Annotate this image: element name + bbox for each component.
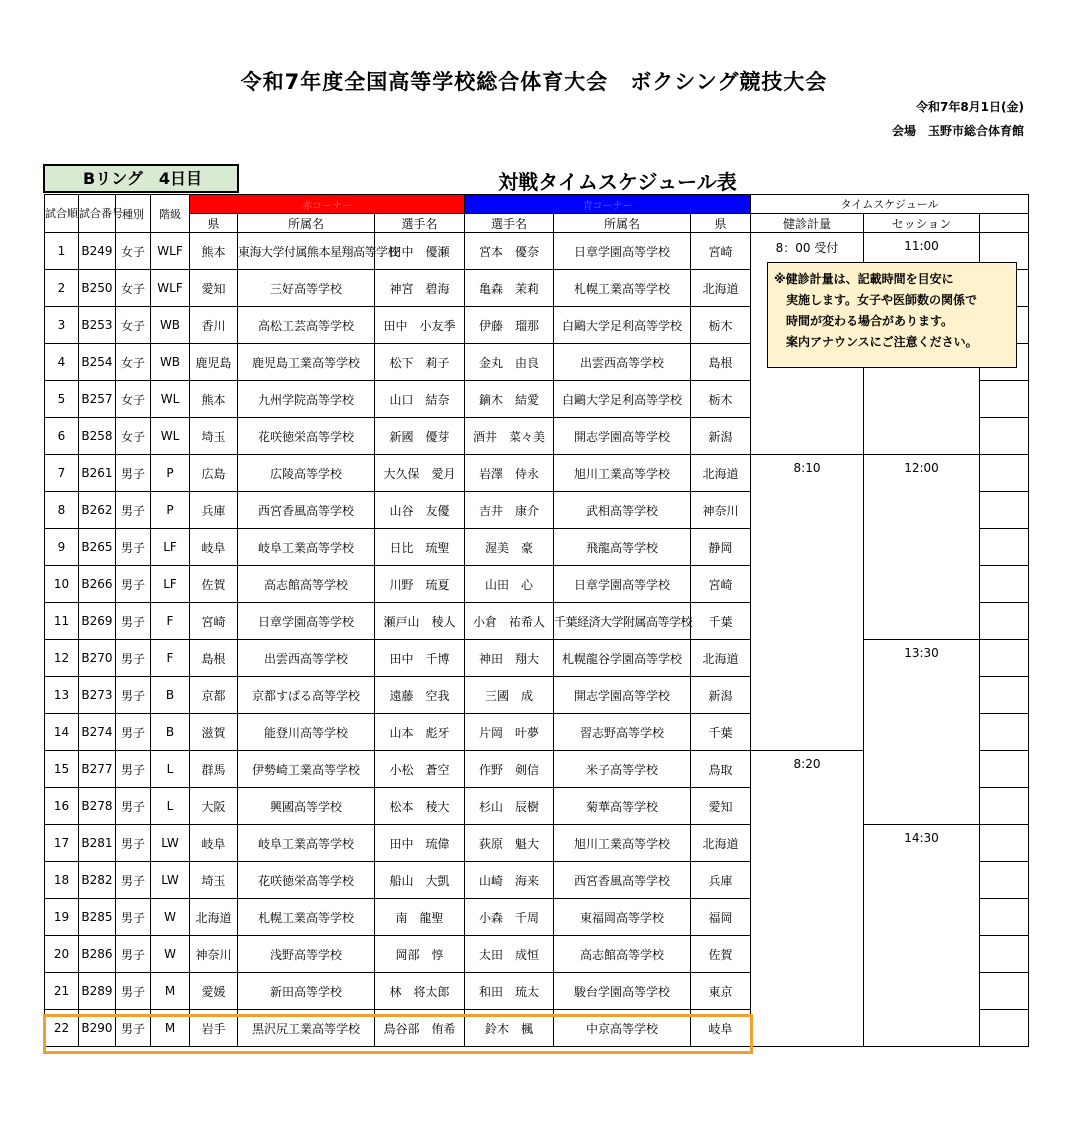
weight-class-cell: WLF xyxy=(151,270,190,307)
red-athlete-cell: 田中 小友季 xyxy=(375,307,465,344)
weight-class-cell: L xyxy=(151,788,190,825)
weight-class-cell: B xyxy=(151,677,190,714)
red-affiliation-cell: 札幌工業高等学校 xyxy=(238,899,375,936)
category-cell: 女子 xyxy=(116,270,151,307)
match-order-cell: 6 xyxy=(45,418,79,455)
red-prefecture-cell: 兵庫 xyxy=(190,492,238,529)
blue-athlete-cell: 伊藤 瑠那 xyxy=(465,307,554,344)
blank-cell xyxy=(980,455,1029,492)
match-number-cell: B262 xyxy=(79,492,116,529)
match-order-cell: 14 xyxy=(45,714,79,751)
match-number-cell: B290 xyxy=(79,1010,116,1047)
blue-affiliation-cell: 西宮香風高等学校 xyxy=(554,862,691,899)
blue-affiliation-cell: 武相高等学校 xyxy=(554,492,691,529)
red-prefecture-cell: 群馬 xyxy=(190,751,238,788)
blank-cell xyxy=(980,492,1029,529)
match-number-cell: B257 xyxy=(79,381,116,418)
session-time-cell: 14:30 xyxy=(864,825,980,1047)
blue-prefecture-cell: 新潟 xyxy=(691,418,751,455)
match-number-cell: B286 xyxy=(79,936,116,973)
red-prefecture-cell: 愛媛 xyxy=(190,973,238,1010)
blank-cell xyxy=(980,862,1029,899)
schedule-title: 対戦タイムスケジュール表 xyxy=(498,170,737,194)
blue-athlete-cell: 片岡 叶夢 xyxy=(465,714,554,751)
blank-cell xyxy=(980,825,1029,862)
blue-affiliation-cell: 菊華高等学校 xyxy=(554,788,691,825)
session-time-cell: 11:00 xyxy=(864,233,980,455)
note-line: 時間が変わる場合があります。 xyxy=(774,314,954,328)
session-time-cell: 12:00 xyxy=(864,455,980,640)
red-prefecture-cell: 京都 xyxy=(190,677,238,714)
red-affiliation-cell: 西宮香風高等学校 xyxy=(238,492,375,529)
weight-class-cell: P xyxy=(151,492,190,529)
red-affiliation-cell: 鹿児島工業高等学校 xyxy=(238,344,375,381)
blue-affiliation-cell: 高志館高等学校 xyxy=(554,936,691,973)
red-athlete-cell: 山本 彪牙 xyxy=(375,714,465,751)
blue-athlete-cell: 酒井 菜々美 xyxy=(465,418,554,455)
blue-prefecture-cell: 福岡 xyxy=(691,899,751,936)
match-number-cell: B249 xyxy=(79,233,116,270)
red-prefecture-cell: 神奈川 xyxy=(190,936,238,973)
category-cell: 男子 xyxy=(116,492,151,529)
red-affiliation-cell: 浅野高等学校 xyxy=(238,936,375,973)
blue-affiliation-cell: 札幌工業高等学校 xyxy=(554,270,691,307)
blue-prefecture-cell: 兵庫 xyxy=(691,862,751,899)
blue-prefecture-cell: 北海道 xyxy=(691,455,751,492)
red-affiliation-cell: 伊勢崎工業高等学校 xyxy=(238,751,375,788)
blue-athlete-cell: 山田 心 xyxy=(465,566,554,603)
category-cell: 女子 xyxy=(116,381,151,418)
blue-prefecture-cell: 神奈川 xyxy=(691,492,751,529)
match-number-cell: B281 xyxy=(79,825,116,862)
red-athlete-cell: 新國 優芽 xyxy=(375,418,465,455)
weight-class-cell: LW xyxy=(151,825,190,862)
blue-prefecture-cell: 千葉 xyxy=(691,714,751,751)
blue-athlete-cell: 宮本 優奈 xyxy=(465,233,554,270)
blue-prefecture-cell: 静岡 xyxy=(691,529,751,566)
blank-cell xyxy=(980,714,1029,751)
red-athlete-cell: 大久保 愛月 xyxy=(375,455,465,492)
category-cell: 男子 xyxy=(116,714,151,751)
weight-class-cell: LF xyxy=(151,529,190,566)
blue-athlete-cell: 和田 琉太 xyxy=(465,973,554,1010)
blue-prefecture-cell: 島根 xyxy=(691,344,751,381)
blue-athlete-cell: 小倉 祐希人 xyxy=(465,603,554,640)
red-prefecture-cell: 広島 xyxy=(190,455,238,492)
red-athlete-cell: 松下 莉子 xyxy=(375,344,465,381)
red-affiliation-cell: 花咲徳栄高等学校 xyxy=(238,418,375,455)
blue-prefecture-cell: 千葉 xyxy=(691,603,751,640)
weight-class-cell: WB xyxy=(151,344,190,381)
category-cell: 男子 xyxy=(116,788,151,825)
match-number-cell: B277 xyxy=(79,751,116,788)
header-red-prefecture: 県 xyxy=(190,214,238,233)
event-date: 令和7年8月1日(金) xyxy=(915,100,1024,114)
blue-athlete-cell: 三國 成 xyxy=(465,677,554,714)
category-cell: 男子 xyxy=(116,529,151,566)
blue-affiliation-cell: 旭川工業高等学校 xyxy=(554,455,691,492)
red-affiliation-cell: 新田高等学校 xyxy=(238,973,375,1010)
red-prefecture-cell: 岐阜 xyxy=(190,529,238,566)
category-cell: 男子 xyxy=(116,899,151,936)
blue-athlete-cell: 作野 剣信 xyxy=(465,751,554,788)
red-athlete-cell: 田中 優瀬 xyxy=(375,233,465,270)
blue-athlete-cell: 神田 翔大 xyxy=(465,640,554,677)
weight-class-cell: B xyxy=(151,714,190,751)
red-athlete-cell: 瀬戸山 稜人 xyxy=(375,603,465,640)
table-row xyxy=(45,640,1029,677)
table-row xyxy=(45,825,1029,862)
note-line: 実施します。女子や医師数の関係で xyxy=(774,293,978,307)
blue-affiliation-cell: 札幌龍谷学園高等学校 xyxy=(554,640,691,677)
weight-class-cell: LW xyxy=(151,862,190,899)
red-athlete-cell: 松本 稜大 xyxy=(375,788,465,825)
blue-affiliation-cell: 習志野高等学校 xyxy=(554,714,691,751)
blank-cell xyxy=(980,788,1029,825)
match-number-cell: B289 xyxy=(79,973,116,1010)
blue-affiliation-cell: 出雲西高等学校 xyxy=(554,344,691,381)
match-order-cell: 16 xyxy=(45,788,79,825)
weight-class-cell: W xyxy=(151,936,190,973)
category-cell: 男子 xyxy=(116,936,151,973)
red-affiliation-cell: 高松工芸高等学校 xyxy=(238,307,375,344)
blue-athlete-cell: 杉山 辰樹 xyxy=(465,788,554,825)
blue-affiliation-cell: 駿台学園高等学校 xyxy=(554,973,691,1010)
session-time-cell: 13:30 xyxy=(864,640,980,825)
blue-affiliation-cell: 旭川工業高等学校 xyxy=(554,825,691,862)
red-affiliation-cell: 出雲西高等学校 xyxy=(238,640,375,677)
category-cell: 女子 xyxy=(116,307,151,344)
blue-prefecture-cell: 宮崎 xyxy=(691,566,751,603)
match-number-cell: B270 xyxy=(79,640,116,677)
red-athlete-cell: 林 将太郎 xyxy=(375,973,465,1010)
red-athlete-cell: 田中 千博 xyxy=(375,640,465,677)
red-prefecture-cell: 鹿児島 xyxy=(190,344,238,381)
blue-affiliation-cell: 日章学園高等学校 xyxy=(554,566,691,603)
weight-class-cell: LF xyxy=(151,566,190,603)
header-match-order: 試合順 xyxy=(45,195,79,233)
category-cell: 女子 xyxy=(116,344,151,381)
category-cell: 男子 xyxy=(116,677,151,714)
blank-cell xyxy=(980,640,1029,677)
red-athlete-cell: 小松 蒼空 xyxy=(375,751,465,788)
red-affiliation-cell: 能登川高等学校 xyxy=(238,714,375,751)
red-affiliation-cell: 三好高等学校 xyxy=(238,270,375,307)
red-prefecture-cell: 佐賀 xyxy=(190,566,238,603)
category-cell: 男子 xyxy=(116,603,151,640)
red-prefecture-cell: 北海道 xyxy=(190,899,238,936)
red-prefecture-cell: 熊本 xyxy=(190,233,238,270)
blue-prefecture-cell: 愛知 xyxy=(691,788,751,825)
header-blank xyxy=(980,214,1029,233)
blank-cell xyxy=(980,899,1029,936)
header-blue-affiliation: 所属名 xyxy=(554,214,691,233)
header-time-schedule: タイムスケジュール xyxy=(751,195,1029,214)
weight-class-cell: M xyxy=(151,1010,190,1047)
category-cell: 男子 xyxy=(116,566,151,603)
weight-class-cell: L xyxy=(151,751,190,788)
match-order-cell: 1 xyxy=(45,233,79,270)
match-number-cell: B285 xyxy=(79,899,116,936)
red-affiliation-cell: 黒沢尻工業高等学校 xyxy=(238,1010,375,1047)
blue-affiliation-cell: 開志学園高等学校 xyxy=(554,677,691,714)
blue-athlete-cell: 鈴木 楓 xyxy=(465,1010,554,1047)
red-prefecture-cell: 島根 xyxy=(190,640,238,677)
red-prefecture-cell: 滋賀 xyxy=(190,714,238,751)
blue-prefecture-cell: 新潟 xyxy=(691,677,751,714)
match-order-cell: 21 xyxy=(45,973,79,1010)
header-blue-athlete: 選手名 xyxy=(465,214,554,233)
red-prefecture-cell: 岐阜 xyxy=(190,825,238,862)
red-affiliation-cell: 岐阜工業高等学校 xyxy=(238,529,375,566)
blue-affiliation-cell: 中京高等学校 xyxy=(554,1010,691,1047)
header-weigh-in: 健診計量 xyxy=(751,214,864,233)
weight-class-cell: F xyxy=(151,603,190,640)
match-order-cell: 20 xyxy=(45,936,79,973)
blank-cell xyxy=(980,418,1029,455)
blue-affiliation-cell: 開志学園高等学校 xyxy=(554,418,691,455)
red-prefecture-cell: 香川 xyxy=(190,307,238,344)
match-order-cell: 5 xyxy=(45,381,79,418)
weight-class-cell: P xyxy=(151,455,190,492)
match-order-cell: 8 xyxy=(45,492,79,529)
weight-class-cell: W xyxy=(151,899,190,936)
note-line: ※健診計量は、記載時間を目安に xyxy=(774,272,954,286)
match-order-cell: 4 xyxy=(45,344,79,381)
match-number-cell: B274 xyxy=(79,714,116,751)
red-athlete-cell: 南 龍聖 xyxy=(375,899,465,936)
match-number-cell: B253 xyxy=(79,307,116,344)
header-red-athlete: 選手名 xyxy=(375,214,465,233)
blue-prefecture-cell: 佐賀 xyxy=(691,936,751,973)
red-affiliation-cell: 岐阜工業高等学校 xyxy=(238,825,375,862)
blue-athlete-cell: 岩澤 侍永 xyxy=(465,455,554,492)
blue-prefecture-cell: 岐阜 xyxy=(691,1010,751,1047)
blank-cell xyxy=(980,936,1029,973)
red-athlete-cell: 川野 琉夏 xyxy=(375,566,465,603)
red-affiliation-cell: 広陵高等学校 xyxy=(238,455,375,492)
match-order-cell: 3 xyxy=(45,307,79,344)
document-title: 令和7年度全国高等学校総合体育大会 ボクシング競技大会 xyxy=(240,70,828,94)
weigh-in-note xyxy=(767,262,1017,368)
match-order-cell: 9 xyxy=(45,529,79,566)
blue-affiliation-cell: 千葉経済大学附属高等学校 xyxy=(554,603,691,640)
blue-prefecture-cell: 北海道 xyxy=(691,825,751,862)
red-athlete-cell: 田中 琉偉 xyxy=(375,825,465,862)
blue-affiliation-cell: 東福岡高等学校 xyxy=(554,899,691,936)
note-line: 案内アナウンスにご注意ください。 xyxy=(774,335,978,349)
header-match-number: 試合番号 xyxy=(79,195,116,233)
header-category: 種別 xyxy=(116,195,151,233)
blue-athlete-cell: 金丸 由良 xyxy=(465,344,554,381)
red-athlete-cell: 山谷 友優 xyxy=(375,492,465,529)
category-cell: 男子 xyxy=(116,751,151,788)
weight-class-cell: WL xyxy=(151,418,190,455)
blue-athlete-cell: 荻原 魁大 xyxy=(465,825,554,862)
match-order-cell: 12 xyxy=(45,640,79,677)
blue-affiliation-cell: 飛龍高等学校 xyxy=(554,529,691,566)
header-red-corner: 赤コーナー xyxy=(190,195,465,214)
match-order-cell: 13 xyxy=(45,677,79,714)
blank-cell xyxy=(980,381,1029,418)
red-affiliation-cell: 日章学園高等学校 xyxy=(238,603,375,640)
match-order-cell: 19 xyxy=(45,899,79,936)
header-session: セッション xyxy=(864,214,980,233)
ring-label: Bリング 4日目 xyxy=(43,164,239,193)
red-athlete-cell: 船山 大凱 xyxy=(375,862,465,899)
blank-cell xyxy=(980,1010,1029,1047)
weigh-in-time-cell: 8:10 xyxy=(751,455,864,751)
category-cell: 女子 xyxy=(116,233,151,270)
red-athlete-cell: 神宮 碧海 xyxy=(375,270,465,307)
blue-prefecture-cell: 栃木 xyxy=(691,307,751,344)
blue-prefecture-cell: 宮崎 xyxy=(691,233,751,270)
header-blue-prefecture: 県 xyxy=(691,214,751,233)
red-prefecture-cell: 埼玉 xyxy=(190,862,238,899)
header-red-affiliation: 所属名 xyxy=(238,214,375,233)
header-weight-class: 階級 xyxy=(151,195,190,233)
red-affiliation-cell: 高志館高等学校 xyxy=(238,566,375,603)
blue-prefecture-cell: 栃木 xyxy=(691,381,751,418)
red-prefecture-cell: 熊本 xyxy=(190,381,238,418)
blank-cell xyxy=(980,677,1029,714)
category-cell: 女子 xyxy=(116,418,151,455)
weight-class-cell: WLF xyxy=(151,233,190,270)
match-number-cell: B265 xyxy=(79,529,116,566)
weight-class-cell: WL xyxy=(151,381,190,418)
blank-cell xyxy=(980,603,1029,640)
match-number-cell: B254 xyxy=(79,344,116,381)
blank-cell xyxy=(980,529,1029,566)
match-order-cell: 11 xyxy=(45,603,79,640)
red-athlete-cell: 遠藤 空我 xyxy=(375,677,465,714)
header-blue-corner: 青コーナー xyxy=(465,195,751,214)
blue-athlete-cell: 渥美 豪 xyxy=(465,529,554,566)
blue-athlete-cell: 鏑木 結愛 xyxy=(465,381,554,418)
category-cell: 男子 xyxy=(116,973,151,1010)
match-order-cell: 2 xyxy=(45,270,79,307)
blue-athlete-cell: 吉井 康介 xyxy=(465,492,554,529)
weigh-in-time-cell: 8:20 xyxy=(751,751,864,1047)
venue-label: 会場 玉野市総合体育館 xyxy=(891,124,1024,138)
red-athlete-cell: 山口 結奈 xyxy=(375,381,465,418)
match-number-cell: B282 xyxy=(79,862,116,899)
red-prefecture-cell: 大阪 xyxy=(190,788,238,825)
red-prefecture-cell: 岩手 xyxy=(190,1010,238,1047)
blue-prefecture-cell: 鳥取 xyxy=(691,751,751,788)
red-prefecture-cell: 愛知 xyxy=(190,270,238,307)
category-cell: 男子 xyxy=(116,455,151,492)
red-affiliation-cell: 花咲徳栄高等学校 xyxy=(238,862,375,899)
match-number-cell: B278 xyxy=(79,788,116,825)
blank-cell xyxy=(980,751,1029,788)
blue-athlete-cell: 小森 千周 xyxy=(465,899,554,936)
match-order-cell: 22 xyxy=(45,1010,79,1047)
red-prefecture-cell: 宮崎 xyxy=(190,603,238,640)
match-number-cell: B269 xyxy=(79,603,116,640)
blue-prefecture-cell: 東京 xyxy=(691,973,751,1010)
red-affiliation-cell: 九州学院高等学校 xyxy=(238,381,375,418)
blank-cell xyxy=(980,973,1029,1010)
blank-cell xyxy=(980,566,1029,603)
match-number-cell: B250 xyxy=(79,270,116,307)
category-cell: 男子 xyxy=(116,640,151,677)
match-number-cell: B273 xyxy=(79,677,116,714)
red-athlete-cell: 日比 琉聖 xyxy=(375,529,465,566)
table-row xyxy=(45,455,1029,492)
weight-class-cell: F xyxy=(151,640,190,677)
red-prefecture-cell: 埼玉 xyxy=(190,418,238,455)
blue-athlete-cell: 山崎 海来 xyxy=(465,862,554,899)
weigh-in-time-cell: 8：00 受付 xyxy=(751,233,864,455)
match-order-cell: 17 xyxy=(45,825,79,862)
blue-prefecture-cell: 北海道 xyxy=(691,270,751,307)
blue-prefecture-cell: 北海道 xyxy=(691,640,751,677)
blue-affiliation-cell: 白鷗大学足利高等学校 xyxy=(554,307,691,344)
match-number-cell: B261 xyxy=(79,455,116,492)
red-athlete-cell: 岡部 惇 xyxy=(375,936,465,973)
match-order-cell: 15 xyxy=(45,751,79,788)
red-athlete-cell: 鳥谷部 侑希 xyxy=(375,1010,465,1047)
match-number-cell: B266 xyxy=(79,566,116,603)
match-order-cell: 18 xyxy=(45,862,79,899)
blue-athlete-cell: 太田 成恒 xyxy=(465,936,554,973)
red-affiliation-cell: 興國高等学校 xyxy=(238,788,375,825)
category-cell: 男子 xyxy=(116,825,151,862)
match-number-cell: B258 xyxy=(79,418,116,455)
category-cell: 男子 xyxy=(116,862,151,899)
blue-athlete-cell: 亀森 茉莉 xyxy=(465,270,554,307)
weight-class-cell: M xyxy=(151,973,190,1010)
red-affiliation-cell: 京都すばる高等学校 xyxy=(238,677,375,714)
category-cell: 男子 xyxy=(116,1010,151,1047)
blue-affiliation-cell: 日章学園高等学校 xyxy=(554,233,691,270)
blue-affiliation-cell: 米子高等学校 xyxy=(554,751,691,788)
red-affiliation-cell: 東海大学付属熊本星翔高等学校 xyxy=(238,233,375,270)
weight-class-cell: WB xyxy=(151,307,190,344)
blue-affiliation-cell: 白鷗大学足利高等学校 xyxy=(554,381,691,418)
match-order-cell: 7 xyxy=(45,455,79,492)
match-order-cell: 10 xyxy=(45,566,79,603)
